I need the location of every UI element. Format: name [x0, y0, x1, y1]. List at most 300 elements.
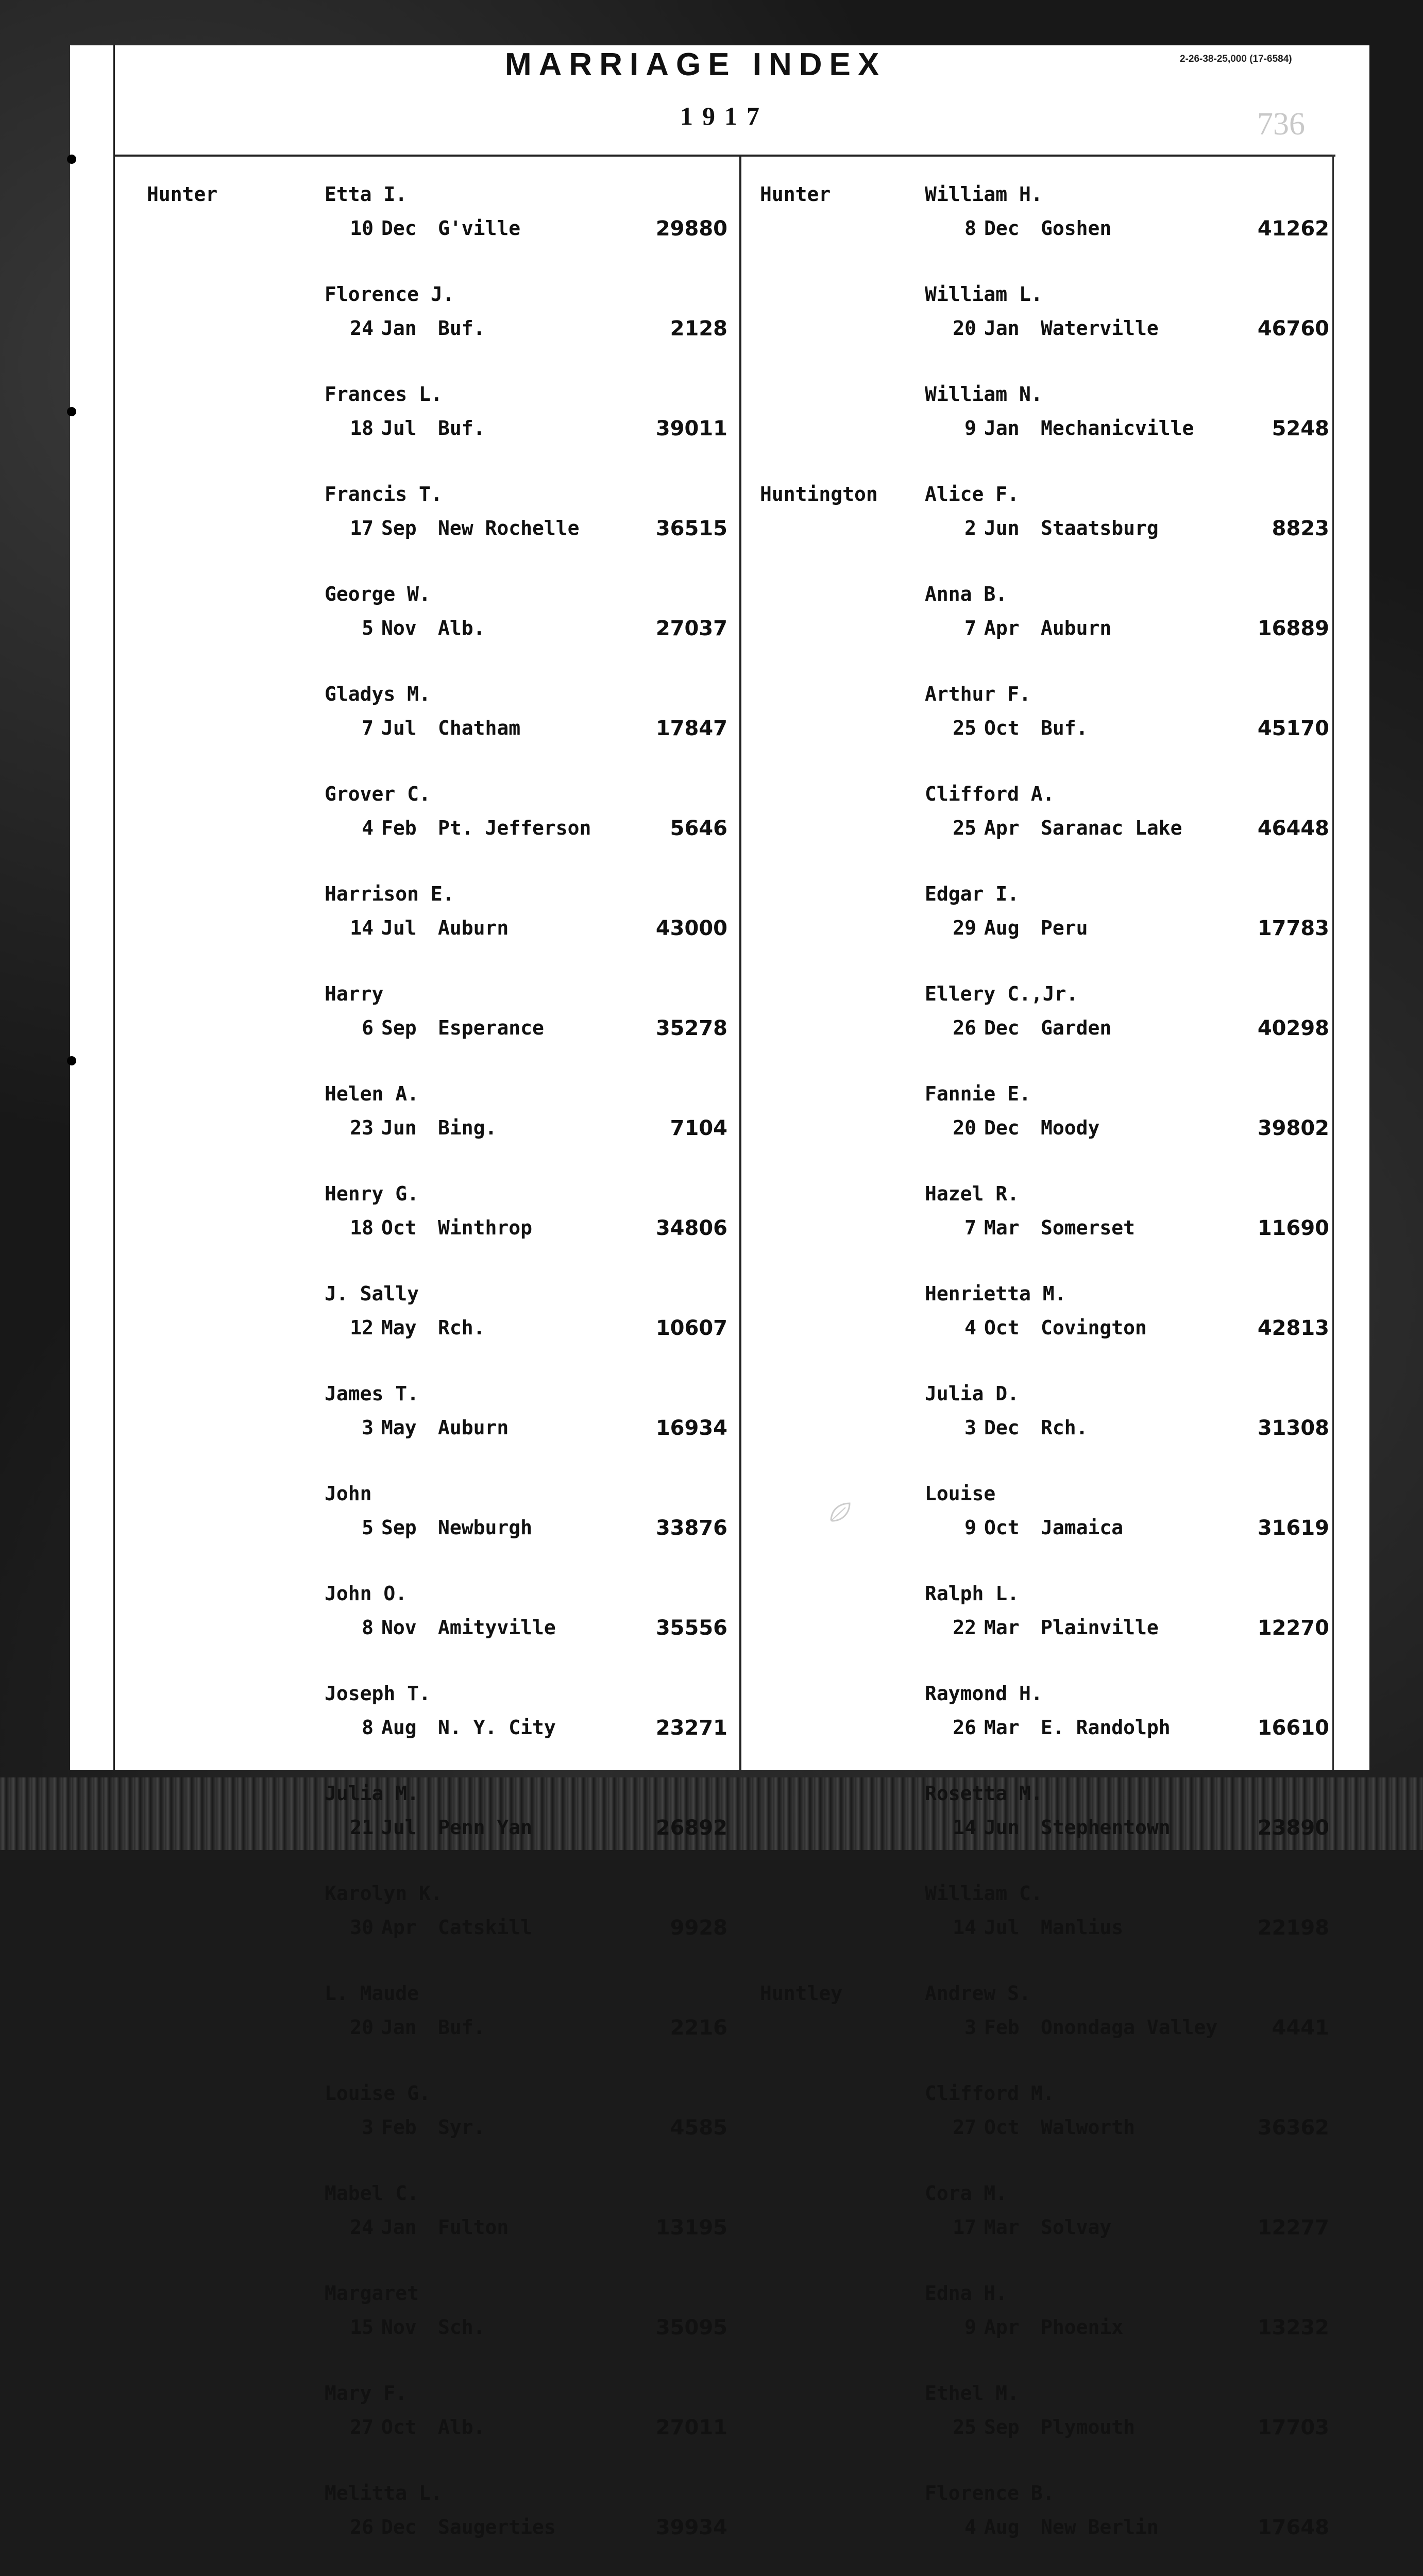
- marriage-month: Jul: [381, 417, 417, 439]
- given-name: Karolyn K.: [325, 1882, 443, 1905]
- marriage-place: Amityville: [438, 1616, 556, 1639]
- marriage-month: Jan: [381, 2216, 417, 2239]
- marriage-month: Apr: [984, 2316, 1020, 2338]
- given-name: Raymond H.: [925, 1682, 1043, 1705]
- certificate-number: 8823: [1272, 517, 1329, 540]
- marriage-month: Feb: [381, 817, 417, 839]
- marriage-month: Oct: [381, 1216, 417, 1239]
- marriage-day: 26: [350, 2516, 374, 2538]
- marriage-month: Mar: [984, 1716, 1020, 1739]
- marriage-details: [752, 317, 1329, 343]
- certificate-number: 16610: [1257, 1716, 1329, 1740]
- page-number: 736: [1257, 107, 1305, 142]
- certificate-number: 46760: [1257, 317, 1329, 341]
- index-entry: [124, 683, 727, 783]
- index-entry: [752, 1882, 1329, 1982]
- given-name: Edgar I.: [925, 883, 1020, 905]
- marriage-month: Oct: [984, 717, 1020, 739]
- marriage-month: Dec: [984, 1016, 1020, 1039]
- marriage-details: [752, 717, 1329, 742]
- given-name: Harrison E.: [325, 883, 454, 905]
- index-entry: [124, 1682, 727, 1782]
- marriage-details: [124, 1916, 727, 1942]
- marriage-place: Auburn: [438, 917, 509, 939]
- marriage-month: Jun: [984, 517, 1020, 539]
- given-name: Arthur F.: [925, 683, 1031, 705]
- index-entry: [124, 1482, 727, 1582]
- column-divider: [739, 155, 741, 1770]
- marriage-place: Auburn: [438, 1416, 509, 1439]
- marriage-month: Jan: [984, 317, 1020, 340]
- index-entry: [752, 1582, 1329, 1682]
- given-name: Rosetta M.: [925, 1782, 1043, 1805]
- index-entry: [752, 883, 1329, 982]
- marriage-place: Peru: [1041, 917, 1088, 939]
- marriage-day: 7: [362, 717, 374, 739]
- marriage-month: Nov: [381, 2316, 417, 2338]
- marriage-month: Dec: [381, 2516, 417, 2538]
- given-name: Helen A.: [325, 1082, 419, 1105]
- marriage-details: [752, 1216, 1329, 1242]
- index-entry: [124, 2482, 727, 2576]
- marriage-details: [124, 2516, 727, 2541]
- index-entry: [124, 1082, 727, 1182]
- marriage-month: Nov: [381, 1616, 417, 1639]
- marriage-place: Fulton: [438, 2216, 509, 2239]
- certificate-number: 17703: [1257, 2416, 1329, 2439]
- index-entry: [752, 2482, 1329, 2576]
- marriage-month: Jul: [381, 917, 417, 939]
- certificate-number: 4585: [670, 2116, 727, 2140]
- marriage-place: E. Randolph: [1041, 1716, 1171, 1739]
- marriage-details: [124, 1516, 727, 1542]
- certificate-number: 39011: [655, 417, 727, 440]
- marriage-place: Plymouth: [1041, 2416, 1136, 2438]
- index-entry: [752, 982, 1329, 1082]
- given-name: Julia M.: [325, 1782, 419, 1805]
- index-entry: [752, 583, 1329, 683]
- marriage-day: 14: [953, 1916, 976, 1939]
- left-column: [124, 183, 727, 2576]
- certificate-number: 7104: [670, 1116, 727, 1140]
- marriage-month: Mar: [984, 2216, 1020, 2239]
- index-entry: [124, 2382, 727, 2482]
- given-name: Fannie E.: [925, 1082, 1031, 1105]
- marriage-place: Winthrop: [438, 1216, 533, 1239]
- certificate-number: 31308: [1257, 1416, 1329, 1440]
- marriage-day: 17: [953, 2216, 976, 2239]
- marriage-month: Aug: [984, 917, 1020, 939]
- given-name: Henrietta M.: [925, 1282, 1066, 1305]
- marriage-place: Rch.: [1041, 1416, 1088, 1439]
- marriage-details: [124, 417, 727, 443]
- marriage-place: Esperance: [438, 1016, 544, 1039]
- marriage-day: 20: [350, 2016, 374, 2039]
- certificate-number: 40298: [1257, 1016, 1329, 1040]
- marriage-day: 12: [350, 1316, 374, 1339]
- marriage-day: 14: [953, 1816, 976, 1839]
- marriage-month: Jan: [381, 317, 417, 340]
- given-name: William H.: [925, 183, 1043, 206]
- index-entry: [752, 183, 1329, 283]
- marriage-day: 24: [350, 2216, 374, 2239]
- given-name: Gladys M.: [325, 683, 431, 705]
- marriage-details: [752, 2416, 1329, 2442]
- marriage-month: May: [381, 1316, 417, 1339]
- index-entry: [124, 1982, 727, 2082]
- marriage-month: Jul: [984, 1916, 1020, 1939]
- marriage-month: Apr: [984, 617, 1020, 639]
- certificate-number: 16934: [655, 1416, 727, 1440]
- certificate-number: 45170: [1257, 717, 1329, 740]
- certificate-number: 5646: [670, 817, 727, 840]
- marriage-day: 25: [953, 717, 976, 739]
- marriage-day: 9: [964, 417, 976, 439]
- marriage-place: Onondaga Valley: [1041, 2016, 1218, 2039]
- marriage-day: 3: [964, 1416, 976, 1439]
- given-name: Grover C.: [325, 783, 431, 805]
- marriage-day: 27: [953, 2116, 976, 2139]
- marriage-place: Sch.: [438, 2316, 485, 2338]
- marriage-month: Dec: [381, 217, 417, 240]
- marriage-details: [752, 2016, 1329, 2042]
- marriage-month: Jul: [381, 1816, 417, 1839]
- marriage-details: [124, 817, 727, 842]
- certificate-number: 12277: [1257, 2216, 1329, 2240]
- given-name: William L.: [925, 283, 1043, 306]
- index-entry: [752, 1482, 1329, 1582]
- certificate-number: 41262: [1257, 217, 1329, 241]
- marriage-day: 18: [350, 417, 374, 439]
- marriage-day: 30: [350, 1916, 374, 1939]
- index-entry: [752, 283, 1329, 383]
- index-year: 1917: [680, 101, 769, 130]
- marriage-place: Catskill: [438, 1916, 533, 1939]
- right-border: [1332, 155, 1334, 1770]
- marriage-day: 6: [362, 1016, 374, 1039]
- certificate-number: 5248: [1272, 417, 1329, 440]
- marriage-month: Oct: [381, 2416, 417, 2438]
- given-name: L. Maude: [325, 1982, 419, 2005]
- index-entry: [124, 1882, 727, 1982]
- marriage-place: Goshen: [1041, 217, 1112, 240]
- given-name: Francis T.: [325, 483, 443, 505]
- index-entry: [752, 2382, 1329, 2482]
- given-name: Florence B.: [925, 2482, 1055, 2504]
- marriage-details: [124, 1016, 727, 1042]
- given-name: Henry G.: [325, 1182, 419, 1205]
- marriage-details: [752, 1616, 1329, 1642]
- certificate-number: 2216: [670, 2016, 727, 2040]
- index-entry: [752, 1382, 1329, 1482]
- certificate-number: 9928: [670, 1916, 727, 1940]
- marriage-month: Aug: [381, 1716, 417, 1739]
- index-entry: [124, 183, 727, 283]
- given-name: Joseph T.: [325, 1682, 431, 1705]
- certificate-number: 16889: [1257, 617, 1329, 640]
- marriage-day: 4: [964, 2516, 976, 2538]
- certificate-number: 31619: [1257, 1516, 1329, 1540]
- marriage-day: 20: [953, 317, 976, 340]
- marriage-details: [124, 2116, 727, 2142]
- certificate-number: 17783: [1257, 917, 1329, 940]
- index-entry: [124, 2282, 727, 2382]
- certificate-number: 39934: [655, 2516, 727, 2539]
- marriage-place: Buf.: [438, 317, 485, 340]
- marriage-day: 8: [362, 1716, 374, 1739]
- marriage-details: [124, 517, 727, 543]
- surname: Huntley: [760, 1982, 843, 2005]
- marriage-details: [752, 2116, 1329, 2142]
- marriage-day: 21: [350, 1816, 374, 1839]
- marriage-day: 9: [964, 2316, 976, 2338]
- given-name: Clifford M.: [925, 2082, 1055, 2105]
- given-name: Ellery C.,Jr.: [925, 982, 1078, 1005]
- index-entry: [752, 1282, 1329, 1382]
- marriage-details: [752, 417, 1329, 443]
- index-entry: [752, 1782, 1329, 1882]
- marriage-details: [752, 2216, 1329, 2242]
- marriage-day: 3: [964, 2016, 976, 2039]
- marriage-day: 7: [964, 617, 976, 639]
- index-entry: [124, 883, 727, 982]
- marriage-month: Feb: [984, 2016, 1020, 2039]
- marriage-day: 25: [953, 2416, 976, 2438]
- index-entry: [752, 1082, 1329, 1182]
- marriage-place: Moody: [1041, 1116, 1100, 1139]
- marriage-place: Auburn: [1041, 617, 1112, 639]
- index-entry: [124, 1282, 727, 1382]
- index-entry: [124, 383, 727, 483]
- certificate-number: 29880: [655, 217, 727, 241]
- marriage-month: Mar: [984, 1616, 1020, 1639]
- certificate-number: 23271: [655, 1716, 727, 1740]
- marriage-day: 3: [362, 2116, 374, 2139]
- index-entry: [124, 982, 727, 1082]
- marriage-day: 3: [362, 1416, 374, 1439]
- marriage-place: Covington: [1041, 1316, 1147, 1339]
- marriage-day: 2: [964, 517, 976, 539]
- index-entry: [124, 2082, 727, 2182]
- marriage-place: Staatsburg: [1041, 517, 1159, 539]
- index-entry: [124, 583, 727, 683]
- marriage-day: 8: [362, 1616, 374, 1639]
- given-name: Louise G.: [325, 2082, 431, 2105]
- marriage-details: [124, 917, 727, 942]
- marriage-month: Apr: [381, 1916, 417, 1939]
- marriage-month: Sep: [381, 1516, 417, 1539]
- certificate-number: 2128: [670, 317, 727, 341]
- marriage-details: [752, 217, 1329, 243]
- marriage-details: [124, 1316, 727, 1342]
- given-name: Florence J.: [325, 283, 454, 306]
- marriage-month: Dec: [984, 1116, 1020, 1139]
- surname: Hunter: [760, 183, 831, 206]
- certificate-number: 39802: [1257, 1116, 1329, 1140]
- marriage-details: [124, 1116, 727, 1142]
- marriage-details: [752, 1416, 1329, 1442]
- given-name: Anna B.: [925, 583, 1008, 605]
- index-entry: [124, 1582, 727, 1682]
- marriage-details: [124, 1416, 727, 1442]
- marriage-place: Waterville: [1041, 317, 1159, 340]
- index-entry: [124, 483, 727, 583]
- index-entry: [752, 1182, 1329, 1282]
- marriage-month: Feb: [381, 2116, 417, 2139]
- certificate-number: 17847: [655, 717, 727, 740]
- certificate-number: 4441: [1272, 2016, 1329, 2040]
- marriage-place: Alb.: [438, 617, 485, 639]
- marriage-month: Nov: [381, 617, 417, 639]
- marriage-month: Aug: [984, 2516, 1020, 2538]
- marriage-details: [124, 2316, 727, 2342]
- marriage-month: Apr: [984, 817, 1020, 839]
- index-entry: [752, 783, 1329, 883]
- marriage-day: 4: [964, 1316, 976, 1339]
- given-name: William C.: [925, 1882, 1043, 1905]
- left-margin-line: [113, 45, 115, 1770]
- index-entry: [752, 683, 1329, 783]
- marriage-details: [124, 217, 727, 243]
- leaf-icon: [827, 1499, 853, 1525]
- index-entry: [124, 1782, 727, 1882]
- marriage-day: 20: [953, 1116, 976, 1139]
- certificate-number: 23890: [1257, 1816, 1329, 1840]
- given-name: Margaret: [325, 2282, 419, 2304]
- given-name: Ralph L.: [925, 1582, 1020, 1605]
- marriage-month: Mar: [984, 1216, 1020, 1239]
- given-name: John: [325, 1482, 372, 1505]
- marriage-day: 8: [964, 217, 976, 240]
- marriage-day: 22: [953, 1616, 976, 1639]
- marriage-day: 26: [953, 1716, 976, 1739]
- marriage-details: [752, 1116, 1329, 1142]
- marriage-place: Buf.: [438, 2016, 485, 2039]
- marriage-place: Buf.: [438, 417, 485, 439]
- certificate-number: 36362: [1257, 2116, 1329, 2140]
- marriage-day: 15: [350, 2316, 374, 2338]
- index-entry: [124, 783, 727, 883]
- given-name: Hazel R.: [925, 1182, 1020, 1205]
- marriage-place: Buf.: [1041, 717, 1088, 739]
- certificate-number: 27037: [655, 617, 727, 640]
- certificate-number: 26892: [655, 1816, 727, 1840]
- marriage-month: Sep: [984, 2416, 1020, 2438]
- marriage-place: New Berlin: [1041, 2516, 1159, 2538]
- certificate-number: 13232: [1257, 2316, 1329, 2340]
- surname: Hunter: [147, 183, 218, 206]
- marriage-month: Sep: [381, 1016, 417, 1039]
- marriage-month: Jun: [381, 1116, 417, 1139]
- marriage-place: New Rochelle: [438, 517, 580, 539]
- header-rule: [114, 155, 1335, 157]
- index-entry: [124, 1182, 727, 1282]
- given-name: William N.: [925, 383, 1043, 405]
- marriage-place: Mechanicville: [1041, 417, 1194, 439]
- given-name: Louise: [925, 1482, 996, 1505]
- marriage-month: Oct: [984, 1516, 1020, 1539]
- marriage-details: [752, 1316, 1329, 1342]
- certificate-number: 42813: [1257, 1316, 1329, 1340]
- index-entry: [124, 1382, 727, 1482]
- certificate-number: 33876: [655, 1516, 727, 1540]
- marriage-month: May: [381, 1416, 417, 1439]
- certificate-number: 22198: [1257, 1916, 1329, 1940]
- marriage-month: Sep: [381, 517, 417, 539]
- index-entry: [752, 2182, 1329, 2282]
- given-name: Mabel C.: [325, 2182, 419, 2205]
- marriage-details: [124, 617, 727, 642]
- right-column: [752, 183, 1329, 2576]
- marriage-day: 5: [362, 617, 374, 639]
- marriage-place: N. Y. City: [438, 1716, 556, 1739]
- given-name: James T.: [325, 1382, 419, 1405]
- certificate-number: 46448: [1257, 817, 1329, 840]
- given-name: Harry: [325, 982, 384, 1005]
- certificate-number: 12270: [1257, 1616, 1329, 1640]
- marriage-day: 25: [953, 817, 976, 839]
- marriage-place: Saranac Lake: [1041, 817, 1182, 839]
- marriage-day: 27: [350, 2416, 374, 2438]
- marriage-place: Pt. Jefferson: [438, 817, 591, 839]
- marriage-place: Stephentown: [1041, 1816, 1171, 1839]
- given-name: J. Sally: [325, 1282, 419, 1305]
- certificate-number: 36515: [655, 517, 727, 540]
- given-name: Julia D.: [925, 1382, 1020, 1405]
- marriage-details: [124, 717, 727, 742]
- marriage-month: Jul: [381, 717, 417, 739]
- marriage-month: Dec: [984, 1416, 1020, 1439]
- marriage-day: 18: [350, 1216, 374, 1239]
- marriage-place: Garden: [1041, 1016, 1112, 1039]
- marriage-details: [124, 1816, 727, 1842]
- marriage-month: Jun: [984, 1816, 1020, 1839]
- marriage-details: [124, 2416, 727, 2442]
- certificate-number: 43000: [655, 917, 727, 940]
- certificate-number: 27011: [655, 2416, 727, 2439]
- marriage-place: Chatham: [438, 717, 521, 739]
- given-name: Mary F.: [325, 2382, 408, 2404]
- marriage-place: Phoenix: [1041, 2316, 1124, 2338]
- certificate-number: 35278: [655, 1016, 727, 1040]
- marriage-day: 7: [964, 1216, 976, 1239]
- marriage-details: [124, 317, 727, 343]
- marriage-details: [752, 1816, 1329, 1842]
- given-name: Etta I.: [325, 183, 408, 206]
- certificate-number: 13195: [655, 2216, 727, 2240]
- certificate-number: 10607: [655, 1316, 727, 1340]
- marriage-day: 24: [350, 317, 374, 340]
- marriage-month: Jan: [381, 2016, 417, 2039]
- marriage-month: Oct: [984, 2116, 1020, 2139]
- marriage-details: [752, 617, 1329, 642]
- given-name: Cora M.: [925, 2182, 1008, 2205]
- given-name: Ethel M.: [925, 2382, 1020, 2404]
- marriage-day: 14: [350, 917, 374, 939]
- marriage-place: Rch.: [438, 1316, 485, 1339]
- index-entry: [752, 2282, 1329, 2382]
- certificate-number: 11690: [1257, 1216, 1329, 1240]
- punch-hole: [67, 1056, 76, 1065]
- punch-hole: [67, 155, 76, 164]
- marriage-details: [752, 2516, 1329, 2541]
- form-code: 2-26-38-25,000 (17-6584): [1180, 54, 1292, 64]
- index-entry: [124, 283, 727, 383]
- index-entry: [124, 2182, 727, 2282]
- marriage-place: Jamaica: [1041, 1516, 1124, 1539]
- marriage-day: 5: [362, 1516, 374, 1539]
- marriage-day: 26: [953, 1016, 976, 1039]
